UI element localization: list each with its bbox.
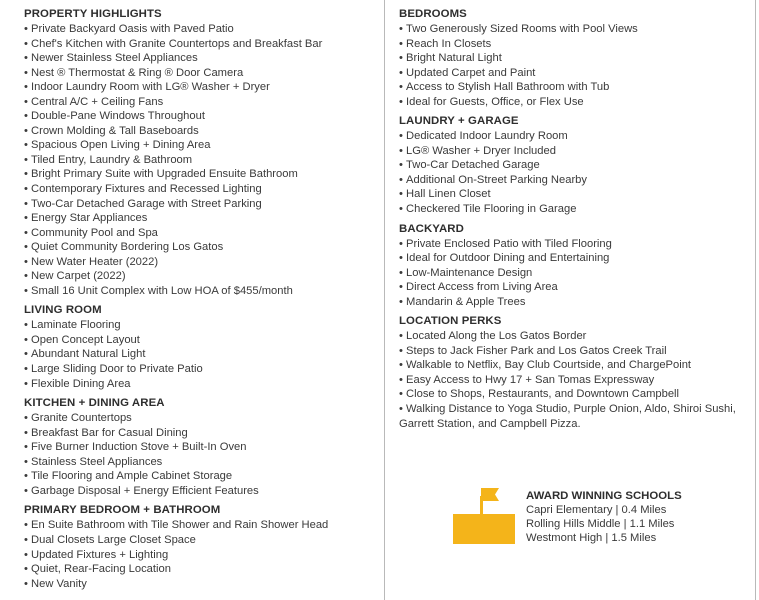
list-item: • Flexible Dining Area — [24, 377, 374, 392]
list-item: • Chef's Kitchen with Granite Countertops and Breakfast Bar — [24, 37, 374, 52]
section-bedrooms — [399, 7, 751, 109]
bullet-list — [24, 518, 374, 591]
bullet-list — [24, 411, 374, 498]
list-item: • Newer Stainless Steel Appliances — [24, 51, 374, 66]
list-item: • Additional On-Street Parking Nearby — [399, 173, 751, 188]
list-item: • Open Concept Layout — [24, 333, 374, 348]
bullet-list — [399, 129, 751, 216]
section-heading: BEDROOMS — [399, 8, 467, 20]
section-heading: LOCATION PERKS — [399, 315, 502, 328]
list-item: • Crown Molding & Tall Baseboards — [24, 124, 374, 139]
list-item: • Close to Shops, Restaurants, and Downtown Campbell — [399, 387, 751, 402]
right-column — [399, 7, 751, 436]
list-item: • Energy Star Appliances — [24, 211, 374, 226]
bullet-list — [399, 237, 751, 310]
section-primary-bedroom-bathroom — [24, 503, 374, 591]
list-item: • Breakfast Bar for Casual Dining — [24, 426, 374, 441]
list-item: • Bright Primary Suite with Upgraded Ensuite Bathroom — [24, 167, 374, 182]
bullet-list — [24, 22, 374, 298]
section-location-perks — [399, 314, 751, 431]
section-heading: LIVING ROOM — [24, 304, 102, 317]
list-item: • Two-Car Detached Garage with Street Parking — [24, 197, 374, 212]
list-item: • Located Along the Los Gatos Border — [399, 329, 751, 344]
list-item: • Two Generously Sized Rooms with Pool Views — [399, 22, 751, 37]
list-item: • Contemporary Fixtures and Recessed Lighting — [24, 182, 374, 197]
list-item: • Indoor Laundry Room with LG® Washer + Dryer — [24, 80, 374, 95]
list-item: • Spacious Open Living + Dining Area — [24, 138, 374, 153]
school-line: Westmont High | 1.5 Miles — [526, 532, 657, 544]
section-backyard — [399, 222, 751, 310]
section-property-highlights — [24, 7, 374, 298]
section-living-room — [24, 303, 374, 391]
schools-title: AWARD WINNING SCHOOLS — [526, 490, 682, 502]
list-item: • New Vanity — [24, 577, 374, 592]
list-item: • Laminate Flooring — [24, 318, 374, 333]
list-item: • Garbage Disposal + Energy Efficient Features — [24, 484, 374, 499]
section-heading: PRIMARY BEDROOM + BATHROOM — [24, 504, 221, 517]
list-item: • Five Burner Induction Stove + Built-In Oven — [24, 440, 374, 455]
column-divider — [384, 0, 385, 600]
section-kitchen-dining-area — [24, 396, 374, 498]
bullet-list — [399, 329, 751, 431]
list-item: • En Suite Bathroom with Tile Shower and Rain Shower Head — [24, 518, 374, 533]
right-border — [755, 0, 756, 600]
list-item: • Tile Flooring and Ample Cabinet Storage — [24, 469, 374, 484]
school-line: Capri Elementary | 0.4 Miles — [526, 504, 667, 516]
list-item: • Reach In Closets — [399, 37, 751, 52]
list-item: • Quiet Community Bordering Los Gatos — [24, 240, 374, 255]
bullet-list — [24, 318, 374, 391]
list-item: • Low-Maintenance Design — [399, 266, 751, 281]
list-item: • Granite Countertops — [24, 411, 374, 426]
award-winning-schools — [453, 488, 753, 548]
list-item: • Community Pool and Spa — [24, 226, 374, 241]
left-column — [24, 7, 374, 596]
schools-text — [526, 489, 682, 545]
school-line: Rolling Hills Middle | 1.1 Miles — [526, 518, 675, 530]
list-item: • Tiled Entry, Laundry & Bathroom — [24, 153, 374, 168]
list-item: • Stainless Steel Appliances — [24, 455, 374, 470]
bullet-list — [399, 22, 751, 109]
section-heading: BACKYARD — [399, 222, 464, 235]
list-item: • Ideal for Guests, Office, or Flex Use — [399, 95, 751, 110]
list-item: • Abundant Natural Light — [24, 347, 374, 362]
section-heading: KITCHEN + DINING AREA — [24, 397, 165, 410]
list-item: • Nest ® Thermostat & Ring ® Door Camera — [24, 66, 374, 81]
list-item: • Walking Distance to Yoga Studio, Purple Onion, Aldo, Shiroi Sushi, Garrett Station, and Campbell Pizza. — [399, 402, 751, 431]
list-item: • New Water Heater (2022) — [24, 255, 374, 270]
list-item: • Bright Natural Light — [399, 51, 751, 66]
list-item: • Quiet, Rear-Facing Location — [24, 562, 374, 577]
list-item: • Steps to Jack Fisher Park and Los Gatos Creek Trail — [399, 344, 751, 359]
list-item: • Dual Closets Large Closet Space — [24, 533, 374, 548]
list-item: • Small 16 Unit Complex with Low HOA of $455/month — [24, 284, 374, 299]
list-item: • LG® Washer + Dryer Included — [399, 144, 751, 159]
list-item: • Mandarin & Apple Trees — [399, 295, 751, 310]
list-item: • Ideal for Outdoor Dining and Entertaining — [399, 251, 751, 266]
section-heading: PROPERTY HIGHLIGHTS — [24, 8, 162, 20]
list-item: • Private Backyard Oasis with Paved Patio — [24, 22, 374, 37]
list-item: • Updated Fixtures + Lighting — [24, 548, 374, 563]
list-item: • Dedicated Indoor Laundry Room — [399, 129, 751, 144]
list-item: • Two-Car Detached Garage — [399, 158, 751, 173]
list-item: • Updated Carpet and Paint — [399, 66, 751, 81]
list-item: • Access to Stylish Hall Bathroom with Tub — [399, 80, 751, 95]
list-item: • Checkered Tile Flooring in Garage — [399, 202, 751, 217]
list-item: • Central A/C + Ceiling Fans — [24, 95, 374, 110]
list-item: • Hall Linen Closet — [399, 187, 751, 202]
list-item: • Double-Pane Windows Throughout — [24, 109, 374, 124]
section-heading: LAUNDRY + GARAGE — [399, 115, 519, 128]
section-laundry-garage — [399, 114, 751, 216]
flag-icon — [453, 488, 515, 544]
list-item: • Large Sliding Door to Private Patio — [24, 362, 374, 377]
list-item: • Walkable to Netflix, Bay Club Courtside, and ChargePoint — [399, 358, 751, 373]
list-item: • New Carpet (2022) — [24, 269, 374, 284]
list-item: • Direct Access from Living Area — [399, 280, 751, 295]
list-item: • Private Enclosed Patio with Tiled Flooring — [399, 237, 751, 252]
list-item: • Easy Access to Hwy 17 + San Tomas Expressway — [399, 373, 751, 388]
